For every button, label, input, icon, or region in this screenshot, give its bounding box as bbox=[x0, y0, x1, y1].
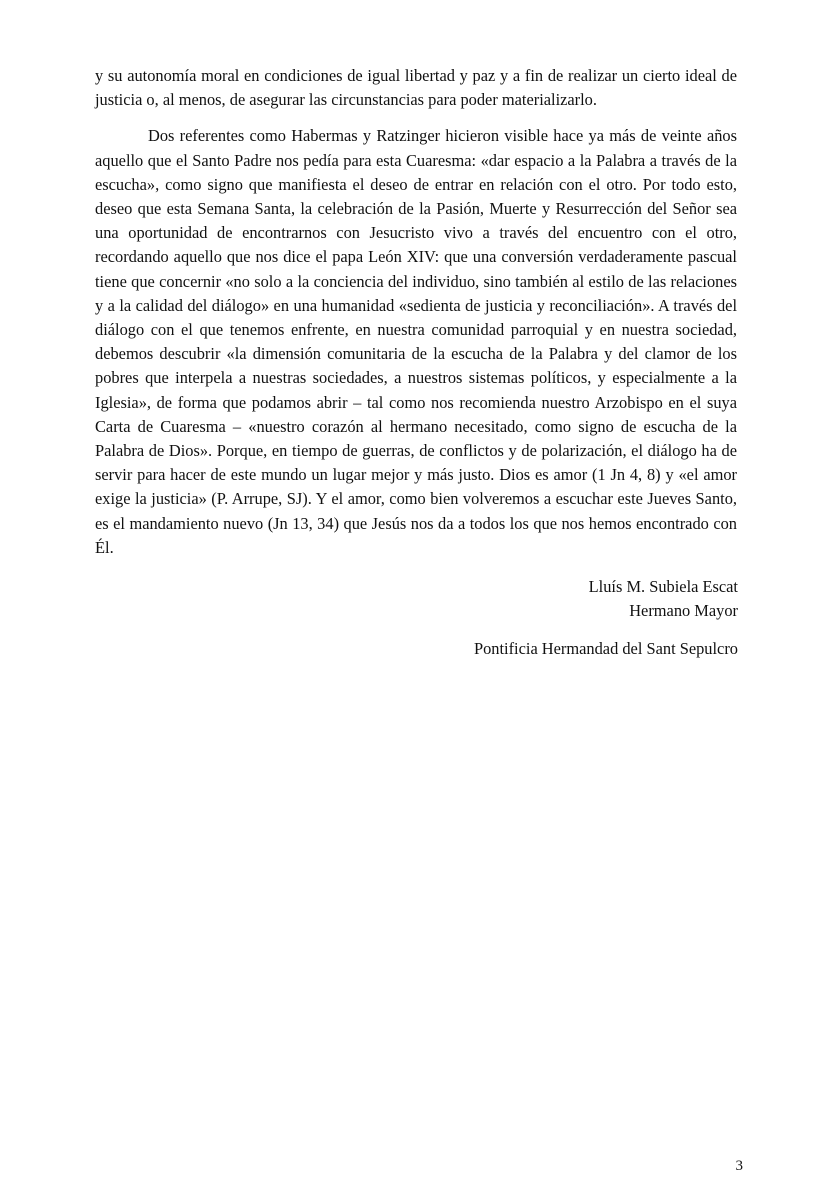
letter-body bbox=[95, 64, 737, 560]
paragraph: y su autonomía moral en condiciones de igual libertad y paz y a fin de realizar un cierto ideal de justicia o, al menos, de asegurar las circunstancias para poder materializarlo. bbox=[95, 66, 737, 110]
signatory-role: Hermano Mayor bbox=[629, 601, 738, 621]
page-number: 3 bbox=[735, 1158, 743, 1174]
paragraph: Dos referentes como Habermas y Ratzinger hicieron visible hace ya más de veinte años aquello que el Santo Padre nos pedía para esta Cuaresma: «dar espacio a la Palabra a través de la escucha», como signo que manifiesta el deseo de entrar en relación con el otro. Por todo esto, deseo que esta Semana Santa, la celebración de la Pasión, Muerte y Resurrección del Señor sea una oportunidad de encontrarnos con Jesucristo vivo a través del encuentro con el otro, recordando aquello que nos dice el papa León XIV: que una conversión verdaderamente pascual tiene que concernir «no solo a la conciencia del individuo, sino también al estilo de las relaciones y a la calidad del diálogo» en una humanidad «sedienta de justicia y reconciliación». A través del diálogo con el que tenemos enfrente, en nuestra comunidad parroquial y en nuestra sociedad, debemos descubrir «la dimensión comunitaria de la escucha de la Palabra y del clamor de los pobres que interpela a nuestras sociedades, a nuestros sistemas políticos, y especialmente a la Iglesia», de forma que podamos abrir – tal como nos recomienda nuestro Arzobispo en el suya Carta de Cuaresma – «nuestro corazón al hermano necesitado, como signo de escucha de la Palabra de Dios». Porque, en tiempo de guerras, de conflictos y de polarización, el diálogo ha de servir para hacer de este mundo un lugar mejor y más justo. Dios es amor (1 Jn 4, 8) y «el amor exige la justicia» (P. Arrupe, SJ). Y el amor, como bien volveremos a escuchar este Jueves Santo, es el mandamiento nuevo (Jn 13, 34) que Jesús nos da a todos los que nos hemos encontrado con Él. bbox=[95, 126, 737, 557]
signatory-name: Lluís M. Subiela Escat bbox=[588, 577, 738, 596]
signature-block bbox=[474, 575, 738, 662]
signatory-organization: Pontificia Hermandad del Sant Sepulcro bbox=[473, 639, 738, 659]
